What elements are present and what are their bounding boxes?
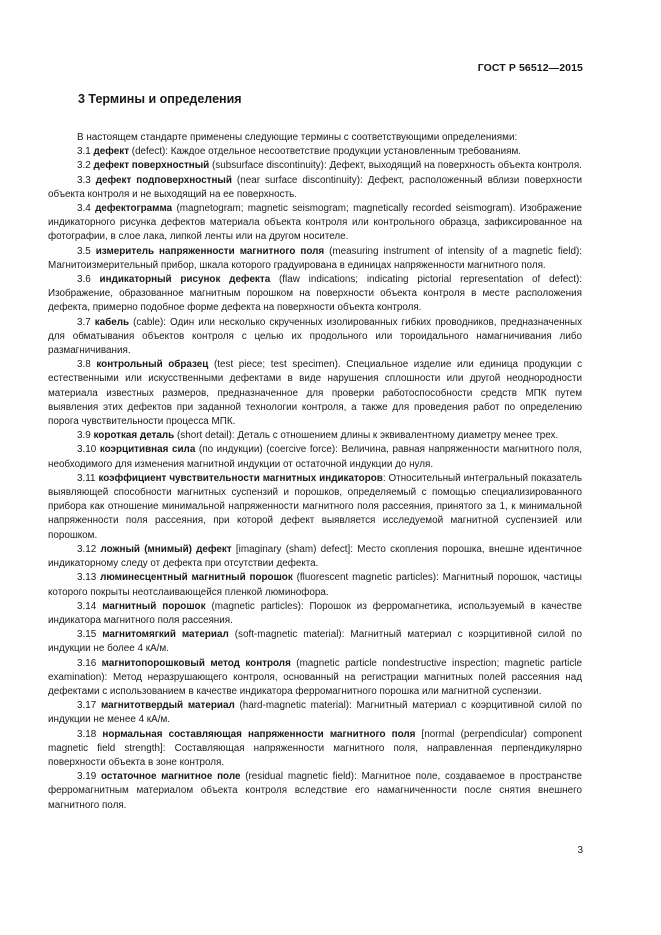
term-definition [48,600,582,628]
term-definition [48,628,582,656]
term-name: дефект [93,146,130,158]
term-definition [48,699,582,727]
term-text: (flaw indications; indicating pictorial representation of defect): Изображение, образованное магнитным порошком на поверхности объекта контроля в месте расположения дефекта, примерно подобное форме дефекта на поверхности объекта контроля. [48,274,583,314]
term-number: 3.6 [77,274,91,286]
term-text: (residual magnetic field): Магнитное поле, создаваемое в пространстве ферромагнитным материалом объекта контроля вследствие его намагниченности после снятия внешнего магнитного поля. [48,771,583,811]
term-definition [48,145,582,159]
term-number: 3.11 [77,472,96,484]
term-number: 3.19 [77,771,97,783]
term-text: (short detail): Деталь с отношением длины к эквивалентному диаметру менее трех. [174,430,559,442]
term-name: нормальная составляющая напряженности магнитного поля [102,728,416,740]
term-definition [48,202,582,245]
section-body [48,131,582,813]
term-definition [48,472,582,543]
term-name: коэффициент чувствительности магнитных индикаторов [98,472,383,484]
term-number: 3.5 [77,245,91,257]
term-name: короткая деталь [93,430,175,442]
term-text: (magnetic particle nondestructive inspection; magnetic particle examination): Метод неразрушающего контроля, основанный на регистрации магнитных полей рассеяния над дефектами с использованием в качестве индикатора ферромагнитного порошка или магнитной суспензии. [48,657,582,697]
term-number: 3.13 [77,572,97,584]
term-definition [48,443,582,471]
term-text: (test piece; test specimen). Специальное изделие или единица продукции с естественными или искусственными дефектами в виде нарушения сплошности или другой неоднородности материала известных размеров, предназначенное для проверки работоспособности средств МПК путем выявления этих дефектов при заданной технологии контроля, а также для проведения работ по определению порога чувствительности процесса МПК. [48,359,583,428]
term-definition [48,571,582,599]
term-name: дефектограмма [95,203,173,215]
term-number: 3.2 [77,160,91,172]
term-text: [normal (perpendicular) component magnetic field strength]: Составляющая напряженности магнитного поля, направленная перпендикулярно поверхности объекта в зоне контроля. [48,728,583,768]
term-name: остаточное магнитное поле [101,771,241,783]
term-text: (по индукции) (coercive force): Величина, равная напряженности магнитного поля, необходимого для изменения магнитной индукции от остаточной индукции до нуля. [48,444,582,470]
term-number: 3.17 [77,700,97,712]
section-title: 3 Термины и определения [78,92,242,106]
term-definition [48,728,582,771]
term-text: (hard-magnetic material): Магнитный материал с коэрцитивной силой по индукции не менее 4 кА/м. [48,700,582,726]
term-number: 3.12 [77,543,97,555]
term-number: 3.14 [77,600,97,612]
intro-paragraph: В настоящем стандарте применены следующие термины с соответствующими определениями: [77,132,518,143]
term-name: дефект подповерхностный [95,174,232,186]
term-number: 3.9 [77,430,91,442]
term-name: магнитотвердый материал [100,700,235,712]
term-name: ложный (мнимый) дефект [100,543,232,555]
term-name: кабель [94,316,130,328]
term-text: (fluorescent magnetic particles): Магнитный порошок, частицы которого покрыты неотслаивающейся пленкой люминофора. [48,572,582,598]
term-number: 3.10 [77,444,97,456]
term-name: контрольный образец [96,359,209,371]
term-number: 3.4 [77,203,91,215]
term-name: индикаторный рисунок дефекта [99,274,271,286]
term-name: дефект поверхностный [93,160,210,172]
term-text: : Относительный интегральный показатель выявляющей способности магнитных суспензий и порошков, определяемый с помощью специализированного прибора как отношение минимальной напряженности магнитного поля рассеяния, принятого за 1, к минимальной напряженности поля рассеяния, при которой дефект выявляется исследуемой магнитной суспензией или порошком. [48,472,582,541]
page-number: 3 [577,845,583,856]
term-definition [48,429,582,443]
term-text: (magnetic particles): Порошок из ферромагнетика, используемый в качестве индикатора магнитного поля рассеяния. [48,600,582,626]
term-definition [48,316,582,359]
terms-list [48,145,582,813]
term-number: 3.1 [77,146,91,158]
term-number: 3.7 [77,316,91,328]
term-name: магнитопорошковый метод контроля [101,657,291,669]
term-definition [48,174,582,202]
term-number: 3.15 [77,629,97,641]
term-text: (near surface discontinuity): Дефект, расположенный вблизи поверхности объекта контроля и не выходящий на ее поверхность. [48,174,582,200]
term-name: измеритель напряженности магнитного поля [95,245,325,257]
term-text: (defect): Каждое отдельное несоответствие продукции установленным требованиям. [129,146,522,158]
term-text: (measuring instrument of intensity of a magnetic field): Магнитоизмерительный прибор, шкала которого градуирована в единицах напряженности магнитного поля. [48,245,582,271]
term-number: 3.16 [77,657,97,669]
term-name: коэрцитивная сила [99,444,196,456]
term-text: (soft-magnetic material): Магнитный материал с коэрцитивной силой по индукции не более 4 кА/м. [48,629,582,655]
term-text: (magnetogram; magnetic seismogram; magnetically recorded seismogram). Изображение индикаторного рисунка дефектов материала объекта контроля или контрольного образца, зафиксированное на фотографии, в слое лака, липкой ленты или на другом носителе. [48,203,582,243]
term-text: (subsurface discontinuity): Дефект, выходящий на поверхность объекта контроля. [209,160,582,172]
term-definition [48,245,582,273]
term-number: 3.8 [77,359,91,371]
term-text: [imaginary (sham) defect]: Место скопления порошка, внешне идентичное индикаторному следу от дефекта при отсутствии дефекта. [48,543,582,570]
term-text: (cable): Один или несколько скрученных изолированных гибких проводников, предназначенных для обматывания объектов контроля с целью их продольного или тороидального намагничивания либо размагничивания. [48,316,583,357]
term-number: 3.18 [77,728,97,740]
term-definition [48,770,582,813]
term-name: люминесцентный магнитный порошок [100,572,293,584]
document-code: ГОСТ Р 56512—2015 [477,62,583,74]
term-definition [48,159,582,173]
term-name: магнитомягкий материал [102,629,229,641]
term-number: 3.3 [77,174,91,186]
term-name: магнитный порошок [102,600,206,612]
term-definition [48,273,582,316]
term-definition [48,358,582,429]
term-definition [48,543,582,571]
term-definition [48,657,582,700]
